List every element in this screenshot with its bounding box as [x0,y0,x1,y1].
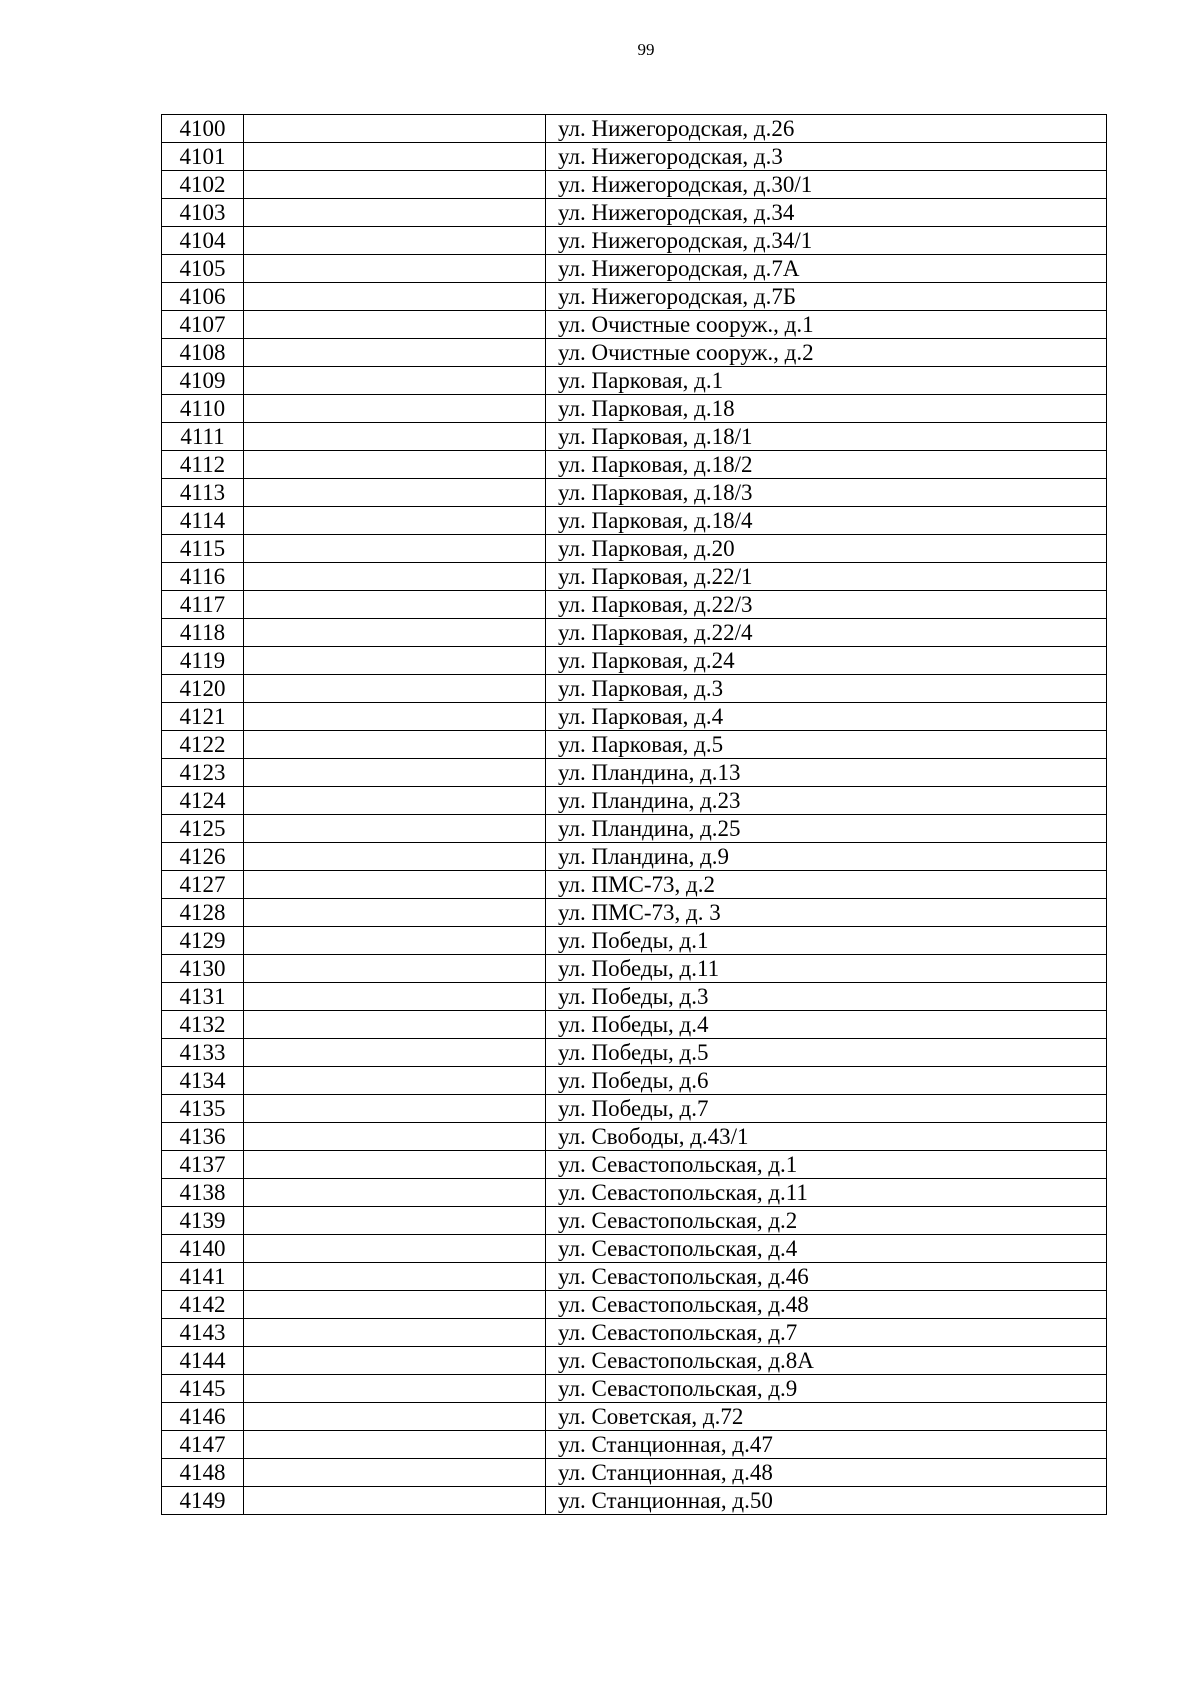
address-cell: ул. Победы, д.1 [546,927,1107,955]
empty-cell [244,199,546,227]
empty-cell [244,1207,546,1235]
empty-cell [244,339,546,367]
address-cell: ул. Парковая, д.22/3 [546,591,1107,619]
table-row [162,1123,1107,1151]
row-number: 4116 [162,563,244,591]
table-row [162,479,1107,507]
row-number: 4133 [162,1039,244,1067]
table-row [162,1179,1107,1207]
empty-cell [244,899,546,927]
table-row [162,759,1107,787]
row-number: 4134 [162,1067,244,1095]
address-cell: ул. Нижегородская, д.3 [546,143,1107,171]
address-cell: ул. Севастопольская, д.1 [546,1151,1107,1179]
row-number: 4143 [162,1319,244,1347]
row-number: 4145 [162,1375,244,1403]
page-number: 99 [637,40,655,59]
address-table [161,114,1107,1515]
empty-cell [244,395,546,423]
table-row [162,1375,1107,1403]
empty-cell [244,311,546,339]
table-row [162,367,1107,395]
row-number: 4131 [162,983,244,1011]
row-number: 4101 [162,143,244,171]
row-number: 4112 [162,451,244,479]
row-number: 4120 [162,675,244,703]
address-table-body [162,115,1107,1515]
table-row [162,1291,1107,1319]
row-number: 4129 [162,927,244,955]
empty-cell [244,1235,546,1263]
address-cell: ул. Очистные сооруж., д.2 [546,339,1107,367]
table-row [162,1487,1107,1515]
row-number: 4125 [162,815,244,843]
row-number: 4122 [162,731,244,759]
empty-cell [244,619,546,647]
table-row [162,1235,1107,1263]
empty-cell [244,1179,546,1207]
table-row [162,1151,1107,1179]
address-cell: ул. Севастопольская, д.4 [546,1235,1107,1263]
table-row [162,731,1107,759]
address-cell: ул. Парковая, д.18/2 [546,451,1107,479]
empty-cell [244,1067,546,1095]
empty-cell [244,1291,546,1319]
empty-cell [244,423,546,451]
empty-cell [244,563,546,591]
address-cell: ул. Станционная, д.50 [546,1487,1107,1515]
row-number: 4104 [162,227,244,255]
row-number: 4126 [162,843,244,871]
address-cell: ул. ПМС-73, д.2 [546,871,1107,899]
table-row [162,1403,1107,1431]
table-row [162,171,1107,199]
table-row [162,283,1107,311]
address-cell: ул. Севастопольская, д.9 [546,1375,1107,1403]
address-cell: ул. Парковая, д.22/4 [546,619,1107,647]
address-cell: ул. Победы, д.3 [546,983,1107,1011]
address-cell: ул. Пландина, д.13 [546,759,1107,787]
empty-cell [244,647,546,675]
empty-cell [244,535,546,563]
row-number: 4114 [162,507,244,535]
row-number: 4139 [162,1207,244,1235]
address-cell: ул. Нижегородская, д.30/1 [546,171,1107,199]
table-row [162,1347,1107,1375]
table-row [162,451,1107,479]
row-number: 4107 [162,311,244,339]
empty-cell [244,1151,546,1179]
row-number: 4140 [162,1235,244,1263]
row-number: 4128 [162,899,244,927]
address-cell: ул. Нижегородская, д.7А [546,255,1107,283]
address-cell: ул. Станционная, д.48 [546,1459,1107,1487]
table-row [162,563,1107,591]
address-cell: ул. Советская, д.72 [546,1403,1107,1431]
empty-cell [244,451,546,479]
empty-cell [244,1095,546,1123]
row-number: 4118 [162,619,244,647]
row-number: 4105 [162,255,244,283]
empty-cell [244,255,546,283]
table-row [162,1067,1107,1095]
address-cell: ул. Парковая, д.18/3 [546,479,1107,507]
table-row [162,311,1107,339]
address-cell: ул. Победы, д.7 [546,1095,1107,1123]
address-cell: ул. ПМС-73, д. 3 [546,899,1107,927]
address-cell: ул. Севастопольская, д.7 [546,1319,1107,1347]
table-row [162,843,1107,871]
empty-cell [244,983,546,1011]
empty-cell [244,115,546,143]
table-row [162,199,1107,227]
table-row [162,1095,1107,1123]
address-cell: ул. Нижегородская, д.26 [546,115,1107,143]
table-row [162,619,1107,647]
empty-cell [244,1375,546,1403]
row-number: 4141 [162,1263,244,1291]
row-number: 4117 [162,591,244,619]
empty-cell [244,927,546,955]
address-cell: ул. Севастопольская, д.46 [546,1263,1107,1291]
table-row [162,227,1107,255]
empty-cell [244,731,546,759]
table-row [162,535,1107,563]
address-cell: ул. Победы, д.6 [546,1067,1107,1095]
empty-cell [244,787,546,815]
table-row [162,339,1107,367]
empty-cell [244,1487,546,1515]
address-cell: ул. Пландина, д.9 [546,843,1107,871]
table-row [162,927,1107,955]
address-cell: ул. Станционная, д.47 [546,1431,1107,1459]
row-number: 4148 [162,1459,244,1487]
row-number: 4108 [162,339,244,367]
empty-cell [244,367,546,395]
address-cell: ул. Парковая, д.20 [546,535,1107,563]
row-number: 4124 [162,787,244,815]
address-cell: ул. Пландина, д.23 [546,787,1107,815]
table-row [162,899,1107,927]
address-cell: ул. Парковая, д.24 [546,647,1107,675]
address-cell: ул. Свободы, д.43/1 [546,1123,1107,1151]
table-row [162,675,1107,703]
empty-cell [244,1347,546,1375]
empty-cell [244,1403,546,1431]
table-row [162,703,1107,731]
empty-cell [244,843,546,871]
address-cell: ул. Парковая, д.18 [546,395,1107,423]
address-cell: ул. Пландина, д.25 [546,815,1107,843]
table-row [162,1319,1107,1347]
row-number: 4127 [162,871,244,899]
empty-cell [244,1039,546,1067]
empty-cell [244,1123,546,1151]
empty-cell [244,479,546,507]
table-row [162,1431,1107,1459]
row-number: 4123 [162,759,244,787]
row-number: 4149 [162,1487,244,1515]
empty-cell [244,227,546,255]
row-number: 4121 [162,703,244,731]
row-number: 4106 [162,283,244,311]
address-cell: ул. Очистные сооруж., д.1 [546,311,1107,339]
address-cell: ул. Победы, д.5 [546,1039,1107,1067]
table-row [162,871,1107,899]
table-row [162,787,1107,815]
address-cell: ул. Нижегородская, д.34 [546,199,1107,227]
empty-cell [244,703,546,731]
table-row [162,983,1107,1011]
empty-cell [244,759,546,787]
row-number: 4147 [162,1431,244,1459]
empty-cell [244,1319,546,1347]
empty-cell [244,143,546,171]
address-cell: ул. Парковая, д.4 [546,703,1107,731]
empty-cell [244,815,546,843]
row-number: 4111 [162,423,244,451]
row-number: 4109 [162,367,244,395]
table-row [162,1207,1107,1235]
table-row [162,1459,1107,1487]
empty-cell [244,955,546,983]
address-cell: ул. Парковая, д.1 [546,367,1107,395]
row-number: 4135 [162,1095,244,1123]
empty-cell [244,507,546,535]
row-number: 4132 [162,1011,244,1039]
row-number: 4136 [162,1123,244,1151]
address-cell: ул. Победы, д.4 [546,1011,1107,1039]
empty-cell [244,675,546,703]
empty-cell [244,171,546,199]
row-number: 4100 [162,115,244,143]
row-number: 4130 [162,955,244,983]
table-row [162,1263,1107,1291]
table-row [162,115,1107,143]
empty-cell [244,1459,546,1487]
table-row [162,1011,1107,1039]
address-cell: ул. Парковая, д.18/1 [546,423,1107,451]
table-row [162,255,1107,283]
row-number: 4142 [162,1291,244,1319]
row-number: 4119 [162,647,244,675]
address-cell: ул. Парковая, д.22/1 [546,563,1107,591]
address-cell: ул. Севастопольская, д.2 [546,1207,1107,1235]
address-cell: ул. Севастопольская, д.8А [546,1347,1107,1375]
address-cell: ул. Парковая, д.5 [546,731,1107,759]
row-number: 4146 [162,1403,244,1431]
table-row [162,647,1107,675]
table-row [162,1039,1107,1067]
address-cell: ул. Нижегородская, д.7Б [546,283,1107,311]
address-cell: ул. Севастопольская, д.48 [546,1291,1107,1319]
address-cell: ул. Нижегородская, д.34/1 [546,227,1107,255]
empty-cell [244,1011,546,1039]
address-cell: ул. Парковая, д.18/4 [546,507,1107,535]
table-row [162,591,1107,619]
row-number: 4113 [162,479,244,507]
table-row [162,955,1107,983]
row-number: 4110 [162,395,244,423]
empty-cell [244,1263,546,1291]
address-cell: ул. Победы, д.11 [546,955,1107,983]
table-row [162,815,1107,843]
table-row [162,395,1107,423]
table-row [162,143,1107,171]
row-number: 4115 [162,535,244,563]
address-cell: ул. Парковая, д.3 [546,675,1107,703]
empty-cell [244,591,546,619]
table-row [162,507,1107,535]
empty-cell [244,283,546,311]
row-number: 4102 [162,171,244,199]
row-number: 4137 [162,1151,244,1179]
table-row [162,423,1107,451]
address-cell: ул. Севастопольская, д.11 [546,1179,1107,1207]
row-number: 4103 [162,199,244,227]
row-number: 4144 [162,1347,244,1375]
empty-cell [244,1431,546,1459]
empty-cell [244,871,546,899]
row-number: 4138 [162,1179,244,1207]
